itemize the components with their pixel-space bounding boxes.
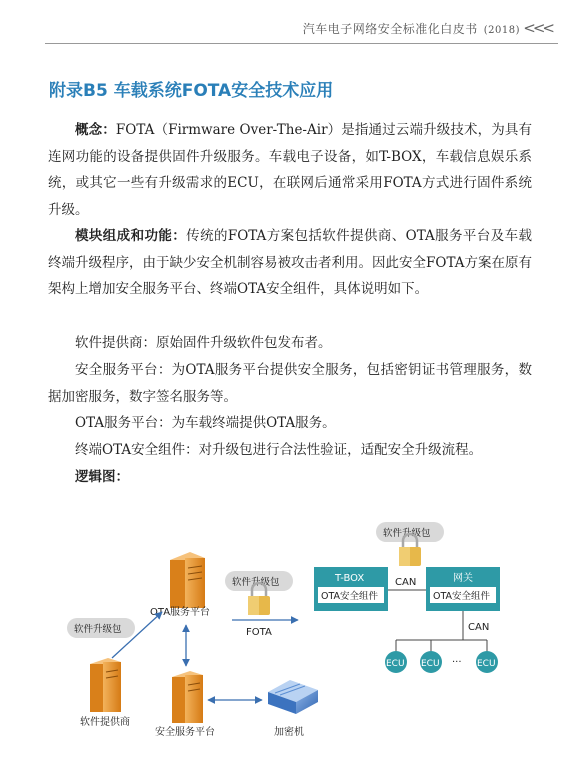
ecu-1-label: ECU <box>386 659 405 669</box>
header-divider <box>45 43 558 44</box>
logic-diagram-label: 逻辑图： <box>75 469 129 485</box>
modules-label: 模块组成和功能： <box>75 228 187 244</box>
page-header <box>0 0 580 48</box>
concept-label: 概念： <box>75 122 116 138</box>
encryptor-label: 加密机 <box>274 727 304 738</box>
security-platform-label: 安全服务平台 <box>155 727 215 738</box>
can-top-label: CAN <box>395 577 417 588</box>
list-item: 软件提供商：原始固件升级软件包发布者。 <box>75 335 332 351</box>
ota-server-icon <box>170 552 205 608</box>
gateway-component-label: OTA安全组件 <box>433 591 491 602</box>
header-year: (2018) <box>483 25 520 36</box>
tbox-label: T-BOX <box>335 573 365 584</box>
ecu-3-label: ECU <box>477 659 496 669</box>
software-provider-label: 软件提供商 <box>80 717 130 728</box>
fota-logic-diagram <box>0 500 580 770</box>
list-item: 终端OTA安全组件：对升级包进行合法性验证，适配安全升级流程。 <box>75 442 483 458</box>
list-item: OTA服务平台：为车载终端提供OTA服务。 <box>75 415 336 431</box>
ecu-ellipsis: ··· <box>452 657 462 668</box>
provider-server-icon <box>90 658 121 712</box>
modules-paragraph <box>48 223 532 303</box>
modules-text: 传统的FOTA方案包括软件提供商、OTA服务平台及车载终端升级程序，由于缺少安全机制容易被攻击者利用。因此安全FOTA方案在原有架构上增加安全服务平台、终端OTA安全组件，具体说明如下。 <box>48 228 532 297</box>
section-title: 附录B5 车载系统FOTA安全技术应用 <box>49 81 334 101</box>
concept-text: FOTA（Firmware Over-The-Air）是指通过云端升级技术，为具有连网功能的设备提供固件升级服务。车载电子设备，如T-BOX，车载信息娱乐系统，或其它一些有升级需求的ECU，在联网后通常采用FOTA方式进行固件系统升级。 <box>48 122 533 218</box>
fota-label: FOTA <box>246 627 272 638</box>
package-mid-label: 软件升级包 <box>232 577 280 588</box>
gateway-label: 网关 <box>453 573 473 584</box>
ecu-2-label: ECU <box>421 659 440 669</box>
list-item: 安全服务平台：为OTA服务平台提供安全服务，包括密钥证书管理服务，数据加密服务，数字签名服务等。 <box>48 362 532 405</box>
package-top-label: 软件升级包 <box>383 528 431 539</box>
chevron-left-icon: <<< <box>523 19 552 37</box>
can-bottom-label: CAN <box>468 622 490 633</box>
header-title-text: 汽车电子网络安全标准化白皮书 <box>302 22 478 36</box>
encryptor-icon <box>268 680 318 714</box>
header-title <box>303 20 520 37</box>
security-server-icon <box>172 671 203 723</box>
concept-paragraph <box>48 117 532 223</box>
package-left-label: 软件升级包 <box>74 624 122 635</box>
tbox-component-label: OTA安全组件 <box>321 591 379 602</box>
ota-platform-label: OTA服务平台 <box>150 607 211 618</box>
